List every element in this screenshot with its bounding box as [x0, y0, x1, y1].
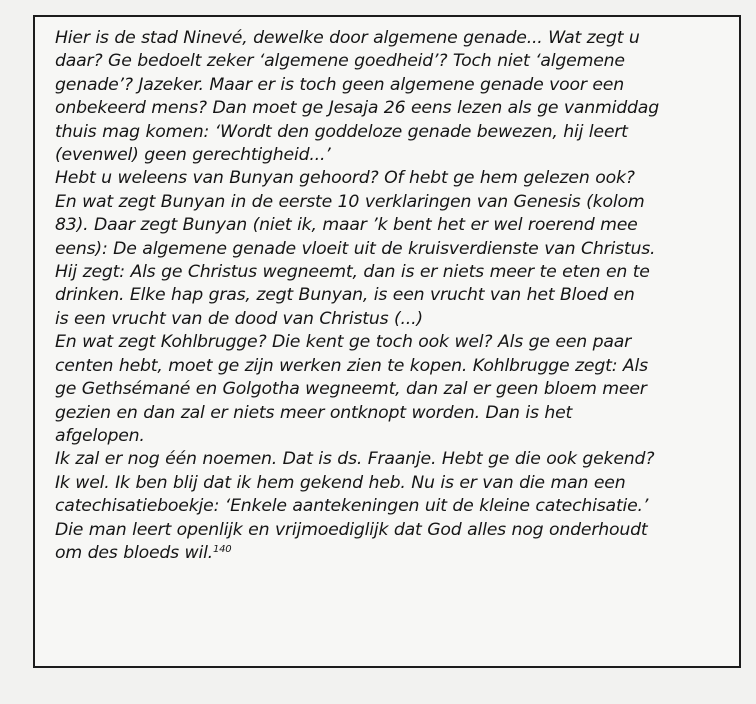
paragraph-bunyan: Hebt u weleens van Bunyan gehoord? Of hebt ge hem gelezen ook? En wat zegt Bunyan in de eerste 10 verklaringen van Genesis (kolom 83). Daar zegt Bunyan (niet ik, maar ’k bent het er wel roerend mee eens): De algemene genade vloeit uit de kruisverdienste van Christus. Hij zegt: Als ge Christus wegneemt, dan is er niets meer te eten en te drinken. Elke hap gras, zegt Bunyan, is een vrucht van het Bloed en is een vrucht van de dood van Christus (...) [55, 168, 656, 329]
paragraph-fraanje-text: Ik zal er nog één noemen. Dat is ds. Fraanje. Hebt ge die ook gekend? Ik wel. Ik ben blij dat ik hem gekend heb. Nu is er van die man een catechisatieboekje: ‘Enkele aantekeningen uit de kleine catechisatie.’ Die man leert openlijk en vrijmoediglijk dat God alles nog onderhoudt om des bloeds wil. [55, 449, 655, 563]
quote-text [55, 27, 723, 565]
paragraph-fraanje [55, 448, 723, 565]
paragraph-kohlbrugge: En wat zegt Kohlbrugge? Die kent ge toch ook wel? Als ge een paar centen hebt, moet ge zijn werken zien te kopen. Kohlbrugge zegt: Als ge Gethsémané en Golgotha wegneemt, dan zal er geen bloem meer gezien en dan zal er niets meer ontknopt worden. Dan is het afgelopen. [55, 332, 648, 446]
paragraph-nineve: Hier is de stad Ninevé, dewelke door algemene genade... Wat zegt u daar? Ge bedoelt zeker ‘algemene goedheid’? Toch niet ‘algemene genade’? Jazeker. Maar er is toch geen algemene genade voor een onbekeerd mens? Dan moet ge Jesaja 26 eens lezen als ge vanmiddag thuis mag komen: ‘Wordt den goddeloze genade bewezen, hij leert (evenwel) geen gerechtigheid...’ [55, 28, 659, 166]
footnote-marker: 140 [212, 543, 232, 555]
quote-box [33, 15, 741, 668]
